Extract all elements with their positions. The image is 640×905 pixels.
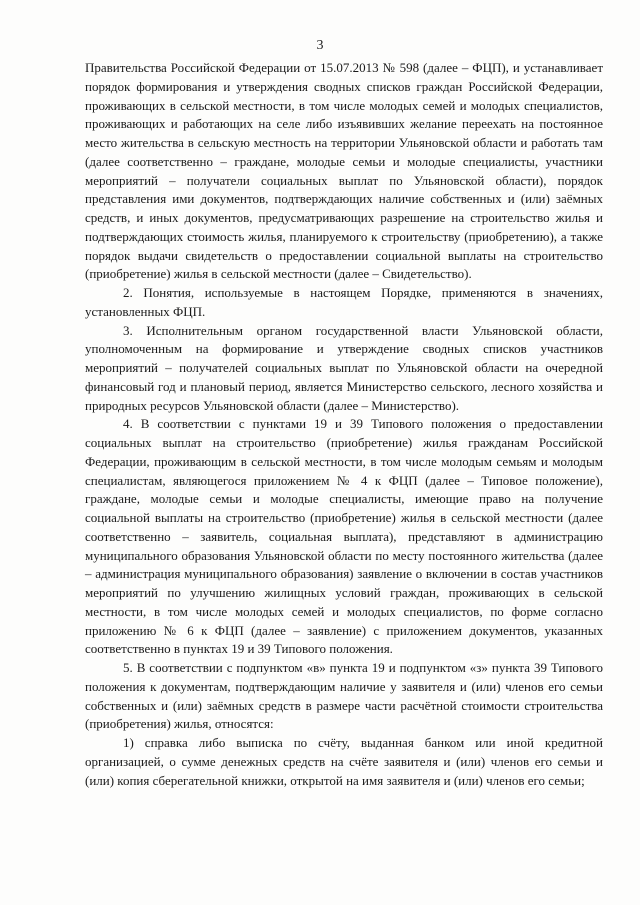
paragraph-item-4: 4. В соответствии с пунктами 19 и 39 Типового положения о предоставлении социальных выплат на строительство (приобретение) жилья гражданам Российской Федерации, проживающим в сельской местности, в том числе молодым семьям и молодым специалистам, являющегося приложением № 4 к ФЦП (далее – Типовое положение), граждане, молодые семьи и молодые специалисты, имеющие право на получение социальной выплаты на строительство (приобретение) жилья в сельской местности (далее соответственно – заявитель, социальная выплата), представляют в администрацию муниципального образования Ульяновской области по месту постоянного жительства (далее – администрация муниципального образования) заявление о включении в состав участников мероприятий по улучшению жилищных условий граждан, проживающих в сельской местности, в том числе молодых семей и молодых специалистов, по форме согласно приложению № 6 к ФЦП (далее – заявление) с приложением документов, указанных соответственно в пунктах 19 и 39 Типового положения.: [85, 416, 603, 657]
paragraph-item-2: 2. Понятия, используемые в настоящем Порядке, применяются в значениях, установленных ФЦП.: [85, 285, 603, 319]
paragraph-continuation: Правительства Российской Федерации от 15.07.2013 № 598 (далее – ФЦП), и устанавливает порядок формирования и утверждения сводных списков граждан Российской Федерации, проживающих в сельской местности, в том числе молодых семей и молодых специалистов, проживающих и работающих на селе либо изъявивших желание переехать на постоянное место жительства в сельскую местность на территории Ульяновской области и работать там (далее соответственно – граждане, молодые семьи и молодые специалисты, участники мероприятий – получатели социальных выплат по Ульяновской области), порядок представления ими документов, подтверждающих наличие собственных и (или) заёмных средств, и иных документов, предусматривающих разрешение на строительство жилья и подтверждающих стоимость жилья, планируемого к строительству (приобретению), а также порядок выдачи свидетельств о предоставлении социальной выплаты на строительство (приобретение) жилья в сельской местности (далее – Свидетельство).: [85, 60, 603, 282]
document-body: [85, 59, 603, 790]
paragraph-item-3: 3. Исполнительным органом государственной власти Ульяновской области, уполномоченным на формирование и утверждение сводных списков участников мероприятий – получателей социальных выплат по Ульяновской области на очередной финансовый год и плановый период, является Министерство сельского, лесного хозяйства и природных ресурсов Ульяновской области (далее – Министерство).: [85, 322, 603, 413]
paragraph-item-5-subitem-1: 1) справка либо выписка по счёту, выданная банком или иной кредитной организацией, о сумме денежных средств на счёте заявителя и (или) членов его семьи и (или) копия сберегательной книжки, открытой на имя заявителя и (или) членов его семьи;: [85, 735, 603, 788]
paragraph-item-5: 5. В соответствии с подпунктом «в» пункта 19 и подпунктом «з» пункта 39 Типового положения к документам, подтверждающим наличие у заявителя и (или) членов его семьи собственных и (или) заёмных средств в размере части расчётной стоимости строительства (приобретения) жилья, относятся:: [85, 660, 603, 732]
page-number: 3: [316, 38, 324, 53]
